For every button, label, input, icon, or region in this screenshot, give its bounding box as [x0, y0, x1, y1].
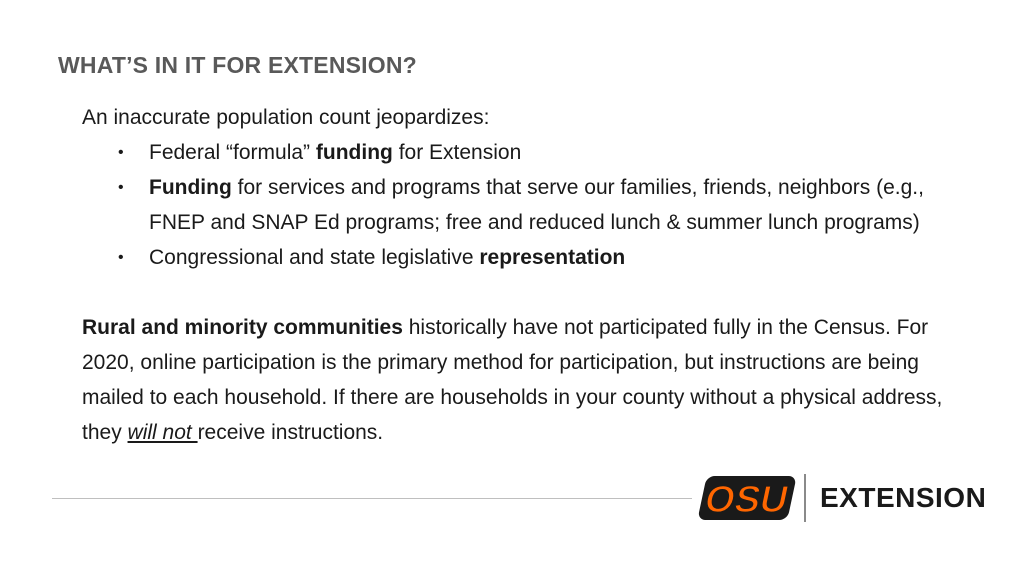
census-paragraph	[82, 310, 962, 450]
paragraph-emphasis: will not	[127, 421, 198, 444]
footer-rule	[52, 498, 692, 499]
bullet-icon: •	[118, 249, 124, 266]
paragraph-bold: Rural and minority communities	[82, 316, 403, 339]
slide-body	[82, 100, 962, 450]
bullet-icon: •	[118, 179, 124, 196]
bullet-item	[118, 170, 962, 240]
bullet-item	[118, 240, 962, 275]
bullet-bold: Funding	[149, 176, 232, 199]
slide-title: WHAT’S IN IT FOR EXTENSION?	[58, 52, 417, 78]
bullet-text: Federal “formula”	[149, 141, 316, 164]
bullet-text: Congressional and state legislative	[149, 246, 480, 269]
bullet-text: for Extension	[392, 141, 522, 164]
osu-logo-icon	[696, 470, 796, 526]
logo-divider	[804, 474, 806, 522]
paragraph-text-end: receive instructions.	[197, 421, 384, 444]
bullet-icon: •	[118, 144, 124, 161]
intro-text: An inaccurate population count jeopardizes:	[82, 106, 490, 129]
osu-extension-logo	[696, 470, 987, 526]
paragraph-text: historically have not participated fully in the Census. For 2020, online participation is the primary method for participation, but instructions are being mailed to each household. If there are households in your county without a physical address, they	[82, 316, 943, 444]
bullet-list	[82, 135, 962, 275]
bullet-text: for services and programs that serve our families, friends, neighbors (e.g., FNEP and SNAP Ed programs; free and reduced lunch & summer lunch programs)	[149, 176, 924, 234]
bullet-item	[118, 135, 962, 170]
osu-logo-mark: OSU	[701, 478, 793, 521]
bullet-bold: representation	[479, 246, 626, 269]
extension-label: EXTENSION	[820, 482, 987, 513]
bullet-bold: funding	[315, 141, 393, 164]
